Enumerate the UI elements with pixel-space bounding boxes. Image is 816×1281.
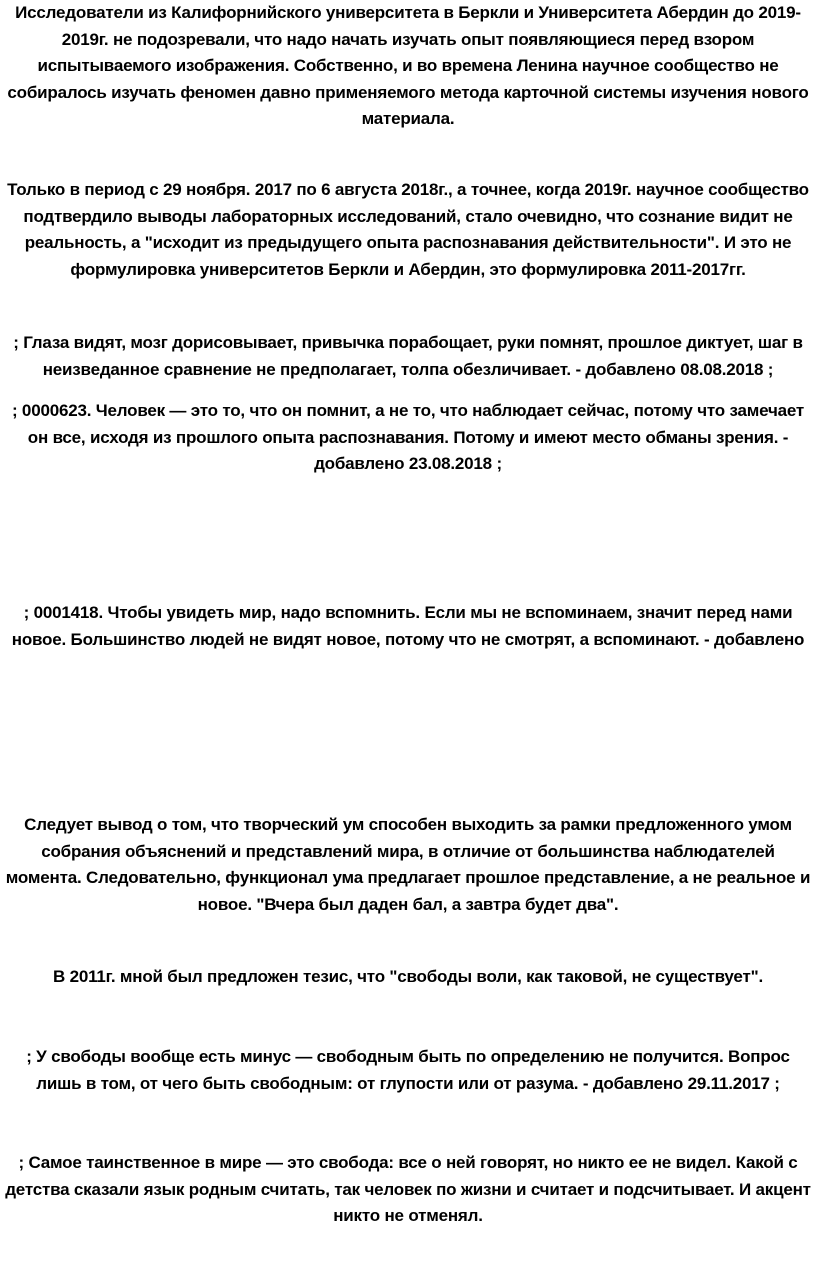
quote-freedom-minus: ; У свободы вообще есть минус — свободным быть по определению не получится. Вопрос лишь в том, от чего быть свободным: от глупости или от разума. - добавлено 29.11.2017 ; [26,1047,790,1093]
quote-0000623: ; 0000623. Человек — это то, что он помнит, а не то, что наблюдает сейчас, потому что замечает он все, исходя из прошлого опыта распознавания. Потому и имеют место обманы зрения. - добавлено 23.08.2018 ; [11,401,805,473]
paragraph-scientific-confirmation: Только в период с 29 ноября. 2017 по 6 августа 2018г., а точнее, когда 2019г. научное сообщество подтвердило выводы лабораторных исследований, стало очевидно, что сознание видит не реальность, а "исходит из предыдущего опыта распознавания действительности". И это не формулировка университетов Беркли и Абердин, это формулировка 2011-2017гг. [7,180,809,279]
paragraph-free-will-thesis: В 2011г. мной был предложен тезис, что "свободы воли, как таковой, не существует". [53,967,763,986]
quote-eyes-see: ; Глаза видят, мозг дорисовывает, привычка порабощает, руки помнят, прошлое диктует, шаг в неизведанное сравнение не предполагает, толпа обезличивает. - добавлено 08.08.2018 ; [13,333,803,379]
paragraph-creative-mind-conclusion: Следует вывод о том, что творческий ум способен выходить за рамки предложенного умом собрания объяснений и представлений мира, в отличие от большинства наблюдателей момента. Следовательно, функционал ума предлагает прошлое представление, а не реальное и новое. "Вчера был даден бал, а завтра будет два". [5,815,811,914]
paragraph-berkeley-aberdeen-intro: Исследователи из Калифорнийского университета в Беркли и Университета Абердин до 2019-2019г. не подозревали, что надо начать изучать опыт появляющиеся перед взором испытываемого изображения. Собственно, и во времена Ленина научное сообщество не собиралось изучать феномен давно применяемого метода карточной системы изучения нового материала. [7,3,809,128]
quote-0001418: ; 0001418. Чтобы увидеть мир, надо вспомнить. Если мы не вспоминаем, значит перед нами новое. Большинство людей не видят новое, потому что не смотрят, а вспоминают. - добавлено [11,603,805,649]
quote-mysterious-freedom: ; Самое таинственное в мире — это свобода: все о ней говорят, но никто ее не видел. Какой с детства сказали язык родным считать, так человек по жизни и считает и подсчитывает. И акцент никто не отменял. [5,1153,811,1225]
